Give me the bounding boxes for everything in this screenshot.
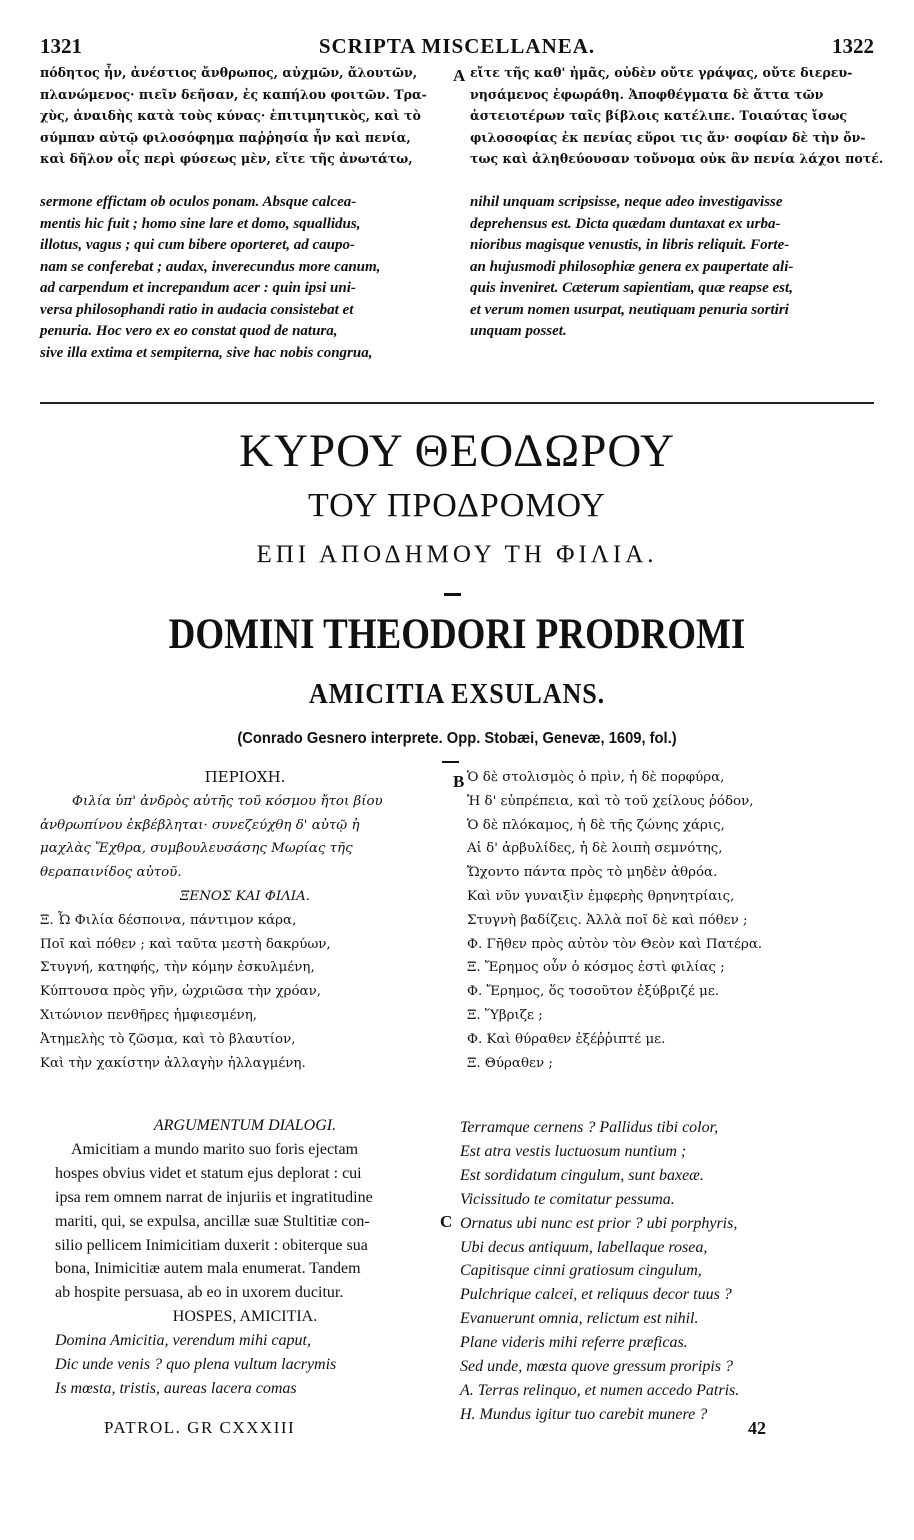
text-line: ἀνθρωπίνου ἐκβέβληται· συνεζεύχθη δ' αὐτῷ ἡ: [40, 817, 360, 833]
volume-signature: PATROL. GR CXXXIII: [104, 1418, 296, 1437]
text-line: illotus, vagus ; qui cum bibere oporteret, ad caupo-: [40, 237, 355, 253]
text-line: σύμπαν αὐτῷ φιλοσόφημα παῤῥησία ἦν καὶ πενία,: [40, 129, 411, 145]
text-line: quis inveniret. Cæterum sapientiam, quæ reapse est,: [470, 280, 793, 296]
text-line: mentis hic fuit ; homo sine lare et domo, squallidus,: [40, 215, 361, 232]
verse-line: H. Mundus igitur tuo carebit munere ?: [460, 1405, 708, 1423]
top-latin-right-column: [470, 192, 880, 343]
verse-line: Καὶ τὴν χακίστην ἀλλαγὴν ἠλλαγμένη.: [40, 1055, 306, 1071]
text-line: ab hospite persuasa, ab eo in uxorem ducitur.: [55, 1284, 344, 1302]
verse-line: Est sordidatum cingulum, sunt baxeæ.: [460, 1166, 704, 1184]
text-line: πλανώμενος· πιεῖν δεῆσαν, ἐς καπήλου φοιτῶν. Τρα-: [40, 86, 427, 102]
text-line: νησάμενος ἐφωράθη. Ἀποφθέγματα δὲ ἄττα τῶν: [470, 86, 824, 102]
verse-line: Χιτώνιον πενθῆρες ἠμφιεσμένη,: [40, 1007, 257, 1023]
verse-line: Αἱ δ' ἀρβυλίδες, ἡ δὲ λοιπὴ σεμνότης,: [467, 841, 723, 857]
verse-line: Dic unde venis ? quo plena vultum lacrymis: [55, 1356, 337, 1374]
verse-line: Φ. Ἔρημος, ὅς τοσοῦτον ἐξύβριζέ με.: [467, 984, 720, 1000]
greek-left-column: [40, 766, 450, 1075]
text-line: ἀστειοτέρων ταῖς βίβλοις κατέλιπε. Τοιαύτας ἴσως: [470, 108, 848, 123]
top-greek-left-column: [40, 62, 450, 170]
page-number-left: 1321: [40, 34, 82, 58]
text-line: φιλοσοφίας ἐκ πενίας εὕροι τις ἄν· σοφίαν δὲ τὴν ὄν-: [470, 129, 866, 145]
speakers-heading: ΞΕΝΟΣ ΚΑΙ ΦΙΛΙΑ.: [180, 888, 310, 904]
verse-line: Est atra vestis luctuosum nuntium ;: [460, 1142, 687, 1160]
text-line: Amicitiam a mundo marito suo foris ejectam: [71, 1140, 359, 1158]
page-number-right: 1322: [832, 34, 874, 58]
verse-line: Στυγνὴ βαδίζεις. Ἀλλὰ ποῖ δὲ καὶ πόθεν ;: [467, 912, 748, 928]
latin-title-author: DOMINI THEODORI PRODROMI: [168, 611, 746, 658]
title-dash: [442, 761, 459, 763]
verse-line: Καὶ νῦν γυναιξὶν ἐμφερὴς θρηνητρίαις,: [467, 888, 735, 904]
text-line: nioribus magisque venustis, in libris reliquit. Forte-: [470, 237, 790, 253]
text-line: silio pellicem Inimicitiam duxerit : obiterque sua: [55, 1236, 368, 1254]
text-line: et verum nomen usurpat, neutiquam penuria sortiri: [470, 301, 789, 318]
greek-right-column: [467, 766, 887, 1075]
verse-line: Sed unde, mœsta quove gressum proripis ?: [460, 1358, 734, 1376]
section-heading: ΠΕΡΙΟΧΗ.: [204, 768, 286, 786]
top-greek-right-column: [470, 62, 884, 170]
verse-line: Ὤχοντο πάντα πρὸς τὸ μηδὲν ἀθρόα.: [467, 865, 718, 881]
latin-title-work: AMICITIA EXSULANS.: [308, 678, 606, 710]
verse-line: Ποῖ καὶ πόθεν ; καὶ ταῦτα μεστὴ δακρύων,: [40, 936, 331, 952]
verse-line: Στυγνή, κατηφής, τὴν κόμην ἐσκυλμένη,: [40, 960, 315, 976]
text-line: ipsa rem omnem narrat de injuriis et ingratitudine: [55, 1188, 373, 1206]
text-line: deprehensus est. Dicta quædam duntaxat ex urba-: [470, 215, 781, 232]
text-line: εἴτε τῆς καθ' ἡμᾶς, οὐδὲν οὔτε γράψας, οὔτε διερευ-: [470, 65, 853, 80]
text-line: χὺς, ἀναιδὴς κατὰ τοὺς κύνας· ἐπιτιμητικὸς, καὶ τὸ: [40, 108, 421, 123]
verse-line: Ξ. Ὕβριζε ;: [467, 1007, 543, 1023]
text-line: sive illa extima et sempiterna, sive hac nobis congrua,: [40, 344, 373, 361]
title-dash: [444, 593, 461, 596]
speakers-heading: HOSPES, AMICITIA.: [172, 1308, 318, 1326]
verse-line: Ξ. Ἔρημος οὖν ὁ κόσμος ἐστὶ φιλίας ;: [467, 960, 725, 976]
running-title: SCRIPTA MISCELLANEA.: [318, 34, 596, 58]
margin-marker-c: C: [440, 1212, 453, 1231]
verse-line: Φ. Γῆθεν πρὸς αὐτὸν τὸν Θεὸν καὶ Πατέρα.: [467, 936, 763, 952]
verse-line: Plane videris mihi referre præficas.: [460, 1334, 688, 1352]
section-rule: [40, 402, 874, 404]
text-line: πόδητος ἦν, ἀνέστιος ἄνθρωπος, αὐχμῶν, ἄλουτῶν,: [40, 65, 418, 80]
signature-number: 42: [748, 1418, 766, 1438]
verse-line: Vicissitudo te comitatur pessuma.: [460, 1190, 675, 1208]
verse-line: Ὁ δὲ στολισμὸς ὁ πρὶν, ἡ δὲ πορφύρα,: [467, 770, 725, 785]
verse-line: Ξ. Θύραθεν ;: [467, 1055, 553, 1071]
text-line: hospes obvius videt et statum ejus deplorat : cui: [55, 1164, 362, 1182]
verse-line: Ἀτημελὴς τὸ ζῶσμα, καὶ τὸ βλαυτίον,: [40, 1031, 296, 1047]
text-line: τως καὶ ἀληθεύουσαν τοὔνομα οὐκ ἂν πενία λάχοι ποτέ.: [470, 151, 884, 166]
text-line: bona, Inimicitiæ autem mala enumerat. Tandem: [55, 1260, 361, 1278]
text-line: ad carpendum et increpandum acer : quin ipsi uni-: [40, 280, 356, 296]
text-line: nihil unquam scripsisse, neque adeo investigavisse: [470, 194, 783, 210]
latin-right-column: [460, 1116, 880, 1427]
text-line: θεραπαινίδος αὐτοῦ.: [40, 865, 182, 881]
text-line: an hujusmodi philosophiæ genera ex paupertate ali-: [470, 258, 794, 275]
text-line: unquam posset.: [470, 323, 567, 339]
margin-marker-b: B: [453, 772, 465, 791]
text-line: penuria. Hoc vero ex eo constat quod de natura,: [40, 323, 338, 339]
verse-line: Terramque cernens ? Pallidus tibi color,: [460, 1119, 719, 1136]
text-line: sermone effictam ob oculos ponam. Absque calcea-: [40, 194, 357, 210]
verse-line: Capitisque cinni gratiosum cingulum,: [460, 1262, 702, 1280]
text-line: versa philosophandi ratio in audacia consistebat et: [40, 301, 354, 318]
greek-title-surname: ΤΟΥ ΠΡΟΔΡΟΜΟΥ: [308, 487, 606, 524]
text-line: Φιλία ὑπ' ἀνδρὸς αὐτῆς τοῦ κόσμου ἤτοι βίου: [72, 793, 383, 809]
verse-line: Domina Amicitia, verendum mihi caput,: [55, 1332, 311, 1350]
text-line: mariti, qui, se expulsa, ancillæ suæ Stultitiæ con-: [55, 1212, 370, 1230]
page-header: [40, 34, 874, 60]
latin-left-column: [55, 1114, 435, 1401]
translator-note: (Conrado Gesnero interprete. Opp. Stobæi, Genevæ, 1609, fol.): [237, 730, 677, 747]
section-heading: ARGUMENTUM DIALOGI.: [153, 1117, 337, 1134]
verse-line: Ornatus ubi nunc est prior ? ubi porphyris,: [460, 1214, 738, 1232]
verse-line: Pulchrique calcei, et reliquus decor tuus ?: [460, 1286, 732, 1304]
verse-line: Ἡ δ' εὐπρέπεια, καὶ τὸ τοῦ χείλους ῥόδον,: [467, 793, 754, 809]
text-line: nam se conferebat ; audax, inverecundus more canum,: [40, 258, 381, 275]
verse-line: A. Terras relinquo, et numen accedo Patris.: [460, 1381, 740, 1399]
verse-line: Ὁ δὲ πλόκαμος, ἡ δὲ τῆς ζώνης χάρις,: [467, 817, 725, 833]
verse-line: Ξ. Ὦ Φιλία δέσποινα, πάντιμον κάρα,: [40, 912, 297, 928]
margin-marker-a: A: [453, 66, 466, 85]
verse-line: Is mœsta, tristis, aureas lacera comas: [55, 1379, 297, 1397]
verse-line: Evanuerunt omnia, relictum est nihil.: [460, 1310, 699, 1328]
greek-title-author: ΚΥΡΟΥ ΘΕΟΔΩΡΟΥ: [239, 425, 675, 477]
text-line: καὶ δῆλον οἷς περὶ φύσεως μὲν, εἴτε τῆς ἀνωτάτω,: [40, 151, 413, 166]
top-latin-left-column: [40, 192, 450, 364]
text-line: μαχλὰς Ἔχθρα, συμβουλευσάσης Μωρίας τῆς: [40, 841, 353, 857]
verse-line: Φ. Καὶ θύραθεν ἐξέῤῥιπτέ με.: [467, 1031, 666, 1047]
greek-title-work: ΕΠΙ ΑΠΟΔΗΜΟΥ ΤΗ ΦΙΛΙΑ.: [256, 541, 658, 568]
verse-line: Κύπτουσα πρὸς γῆν, ὠχριῶσα τὴν χρόαν,: [40, 984, 321, 1000]
verse-line: Ubi decus antiquum, labellaque rosea,: [460, 1238, 708, 1256]
